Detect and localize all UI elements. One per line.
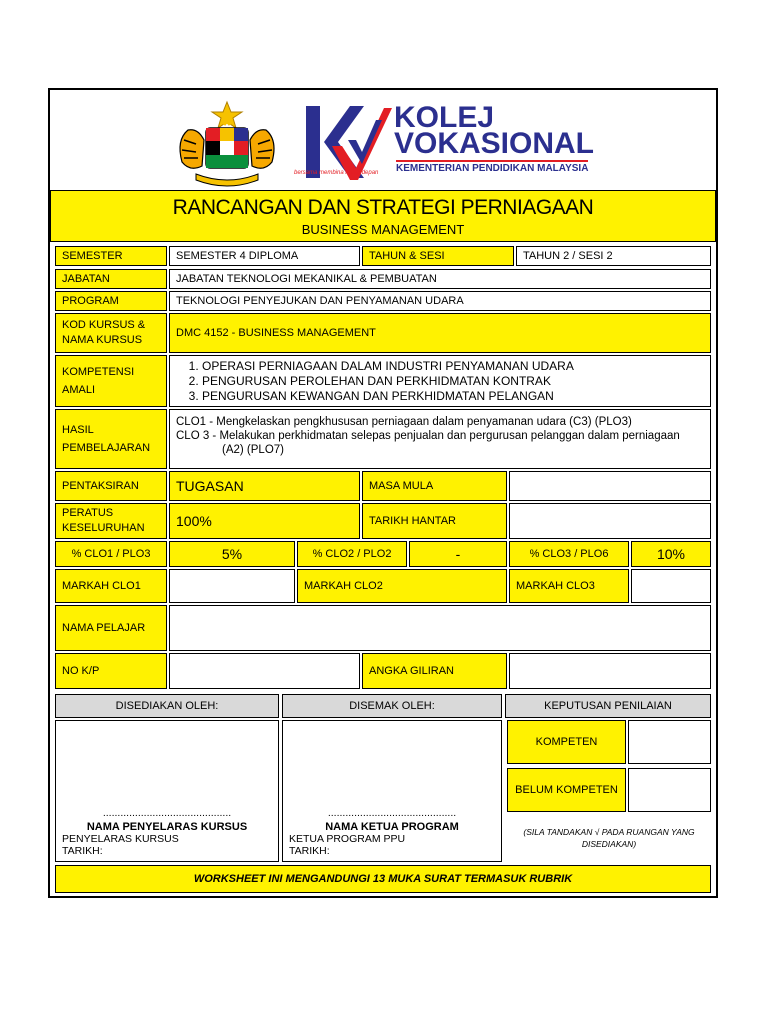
angka-giliran-field[interactable] [509,653,711,689]
hasil-label-line2: PEMBELAJARAN [62,442,151,454]
nama-pelajar-label: NAMA PELAJAR [55,605,167,651]
markah-clo1-field[interactable] [169,569,295,603]
disediakan-signature-box[interactable] [55,720,279,862]
markah-clo3-field[interactable] [631,569,711,603]
brand-line-2: VOKASIONAL [394,127,595,160]
program-value: TEKNOLOGI PENYEJUKAN DAN PENYAMANAN UDARA [169,291,711,311]
penyelaras-role: PENYELARAS KURSUS [62,833,179,845]
page-subtitle: BUSINESS MANAGEMENT [301,221,465,237]
nokp-field[interactable] [169,653,360,689]
tarikh-hantar-label: TARIKH HANTAR [362,503,507,539]
clo3-plo6-value: 10% [631,541,711,567]
angka-giliran-label: ANGKA GILIRAN [362,653,507,689]
clo2-plo2-value: - [409,541,507,567]
pentaksiran-label: PENTAKSIRAN [55,471,167,501]
kompeten-checkbox[interactable] [628,720,711,764]
note-line-2: DISEDIAKAN) [581,839,637,849]
note-line-1: (SILA TANDAKAN √ PADA RUANGAN YANG [523,827,695,837]
belum-kompeten-label: BELUM KOMPETEN [507,768,626,812]
markah-clo1-label: MARKAH CLO1 [55,569,167,603]
clo1-statement: CLO1 - Mengkelaskan pengkhususan perniagaan dalam penyamanan udara (C3) (PLO3) [176,416,632,428]
semester-label: SEMESTER [55,246,167,266]
malaysia-coat-of-arms-icon [168,100,286,190]
assessment-cover-sheet [48,88,718,898]
program-label: PROGRAM [55,291,167,311]
nama-pelajar-field[interactable] [169,605,711,651]
ketua-role: KETUA PROGRAM PPU [289,833,406,845]
kod-kursus-label-line2: NAMA KURSUS [62,334,143,346]
kompetensi-label-line1: KOMPETENSI [62,366,135,378]
kompeten-label: KOMPETEN [507,720,626,764]
clo3-statement: CLO 3 - Melakukan perkhidmatan selepas penjualan dan pergurusan pelanggan dalam perniagaan [176,430,680,442]
tahun-sesi-label: TAHUN & SESI [362,246,514,266]
nama-ketua-label: NAMA KETUA PROGRAM [325,821,459,833]
logo-band [50,90,716,190]
tarikh-hantar-field[interactable] [509,503,711,539]
kompetensi-label-line2: AMALI [62,384,96,396]
masa-mula-field[interactable] [509,471,711,501]
clo2-plo2-label: % CLO2 / PLO2 [297,541,407,567]
disemak-signature-box[interactable] [282,720,502,862]
markah-clo2-label: MARKAH CLO2 [297,569,507,603]
disemak-header: DISEMAK OLEH: [282,694,502,718]
kod-kursus-label [55,313,167,353]
peratus-label-line2: KESELURUHAN [62,522,145,534]
peratus-keseluruhan-label [55,503,167,539]
signature-dots: ............................................ [102,807,232,819]
brand-line-3: KEMENTERIAN PENDIDIKAN MALAYSIA [396,160,588,174]
title-block [50,190,716,242]
signature-dots: ............................................ [327,807,457,819]
kompetensi-list-cell [169,355,711,407]
clo1-plo3-value: 5% [169,541,295,567]
tarikh-label-1: TARIKH: [62,845,103,857]
markah-clo3-label: MARKAH CLO3 [509,569,629,603]
clo3-statement-cont: (A2) (PLO7) [222,444,284,456]
hasil-pembelajaran-label [55,409,167,469]
hasil-pembelajaran-value [169,409,711,469]
footer-note: WORKSHEET INI MENGANDUNGI 13 MUKA SURAT TERMASUK RUBRIK [55,865,711,893]
disediakan-header: DISEDIAKAN OLEH: [55,694,279,718]
jabatan-value: JABATAN TEKNOLOGI MEKANIKAL & PEMBUATAN [169,269,711,289]
kompetensi-item: 1. OPERASI PERNIAGAAN DALAM INDUSTRI PENYAMANAN UDARA [202,359,574,374]
kompetensi-item: 2. PENGURUSAN PEROLEHAN DAN PERKHIDMATAN KONTRAK [202,374,574,389]
tarikh-label-2: TARIKH: [289,845,330,857]
peratus-keseluruhan-value: 100% [169,503,360,539]
page-title: RANCANGAN DAN STRATEGI PERNIAGAAN [172,195,594,219]
tahun-sesi-value: TAHUN 2 / SESI 2 [516,246,711,266]
brand-line-1: KOLEJ [394,101,495,134]
clo3-plo6-label: % CLO3 / PLO6 [509,541,629,567]
tick-instruction-note [507,826,711,850]
masa-mula-label: MASA MULA [362,471,507,501]
jabatan-label: JABATAN [55,269,167,289]
clo1-plo3-label: % CLO1 / PLO3 [55,541,167,567]
brand-tagline: bersama membina masa depan [294,170,379,176]
kod-kursus-label-line1: KOD KURSUS & [62,319,146,331]
nama-penyelaras-label: NAMA PENYELARAS KURSUS [86,821,248,833]
nokp-label: NO K/P [55,653,167,689]
kompetensi-label [55,355,167,407]
pentaksiran-value: TUGASAN [169,471,360,501]
keputusan-header: KEPUTUSAN PENILAIAN [505,694,711,718]
kod-kursus-value: DMC 4152 - BUSINESS MANAGEMENT [169,313,711,353]
belum-kompeten-checkbox[interactable] [628,768,711,812]
peratus-label-line1: PERATUS [62,507,114,519]
kompetensi-list [176,359,574,404]
semester-value: SEMESTER 4 DIPLOMA [169,246,360,266]
kompetensi-item: 3. PENGURUSAN KEWANGAN DAN PERKHIDMATAN PELANGAN [202,389,574,404]
hasil-label-line1: HASIL [62,424,94,436]
